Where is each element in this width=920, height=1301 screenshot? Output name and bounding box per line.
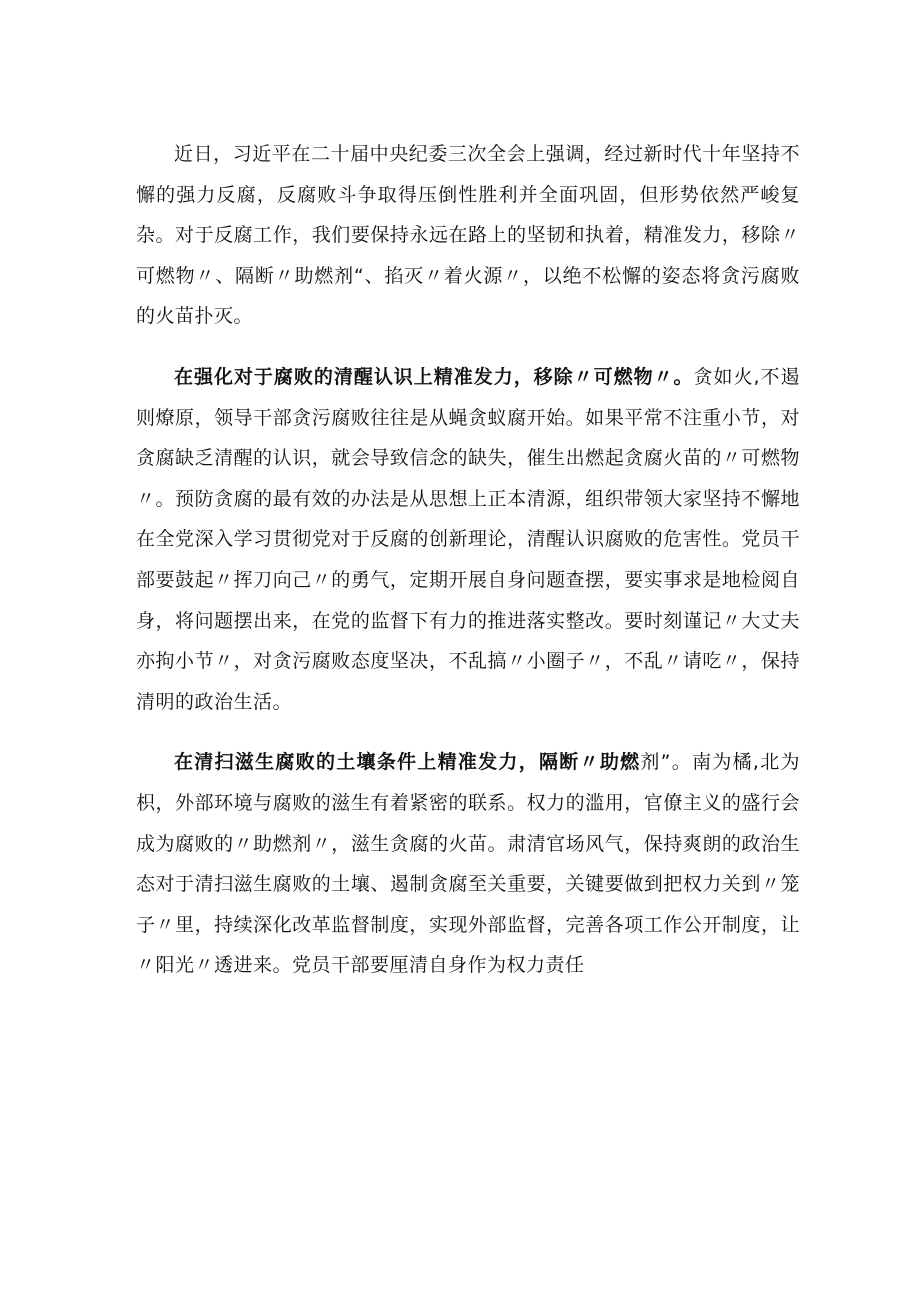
paragraph-cut-accelerant [136, 742, 800, 986]
paragraph-heading: 在强化对于腐败的清醒认识上精准发力，移除〃可燃物〃。 [174, 365, 694, 388]
paragraph-heading: 在清扫滋生腐败的土壤条件上精准发力，隔断〃助燃 [174, 751, 641, 774]
paragraph-intro [136, 134, 800, 337]
paragraph-remove-combustibles [136, 357, 800, 722]
article-body [136, 134, 800, 986]
paragraph-text: 贪如火,不遏则燎原，领导干部贪污腐败往往是从蝇贪蚁腐开始。如果平常不注重小节，对贪腐缺乏清醒的认识，就会导致信念的缺失，催生出燃起贪腐火苗的〃可燃物〃。预防贪腐的最有效的办法是从思想上正本清源，组织带领大家坚持不懈地在全党深入学习贯彻党对于反腐的创新理论，清醒认识腐败的危害性。党员干部要鼓起〃挥刀向己〃的勇气，定期开展自身问题查摆，要实事求是地检阅自身，将问题摆出来，在党的监督下有力的推进落实整改。要时刻谨记〃大丈夫亦拘小节〃，对贪污腐败态度坚决，不乱搞〃小圈子〃，不乱〃请吃〃，保持清明的政治生活。 [136, 365, 800, 713]
paragraph-text: 近日，习近平在二十届中央纪委三次全会上强调，经过新时代十年坚持不懈的强力反腐，反腐败斗争取得压倒性胜利并全面巩固，但形势依然严峻复杂。对于反腐工作，我们要保持永远在路上的坚韧和执着，精准发力，移除〃可燃物〃、隔断〃助燃剂“、掐灭〃着火源〃，以绝不松懈的姿态将贪污腐败的火苗扑灭。 [136, 143, 800, 328]
paragraph-text: 剂”。南为橘,北为枳，外部环境与腐败的滋生有着紧密的联系。权力的滥用，官僚主义的盛行会成为腐败的〃助燃剂〃，滋生贪腐的火苗。肃清官场风气，保持爽朗的政治生态对于清扫滋生腐败的土壤、遏制贪腐至关重要，关键要做到把权力关到〃笼子〃里，持续深化改革监督制度，实现外部监督，完善各项工作公开制度，让〃阳光〃透进来。党员干部要厘清自身作为权力责任 [136, 751, 800, 977]
